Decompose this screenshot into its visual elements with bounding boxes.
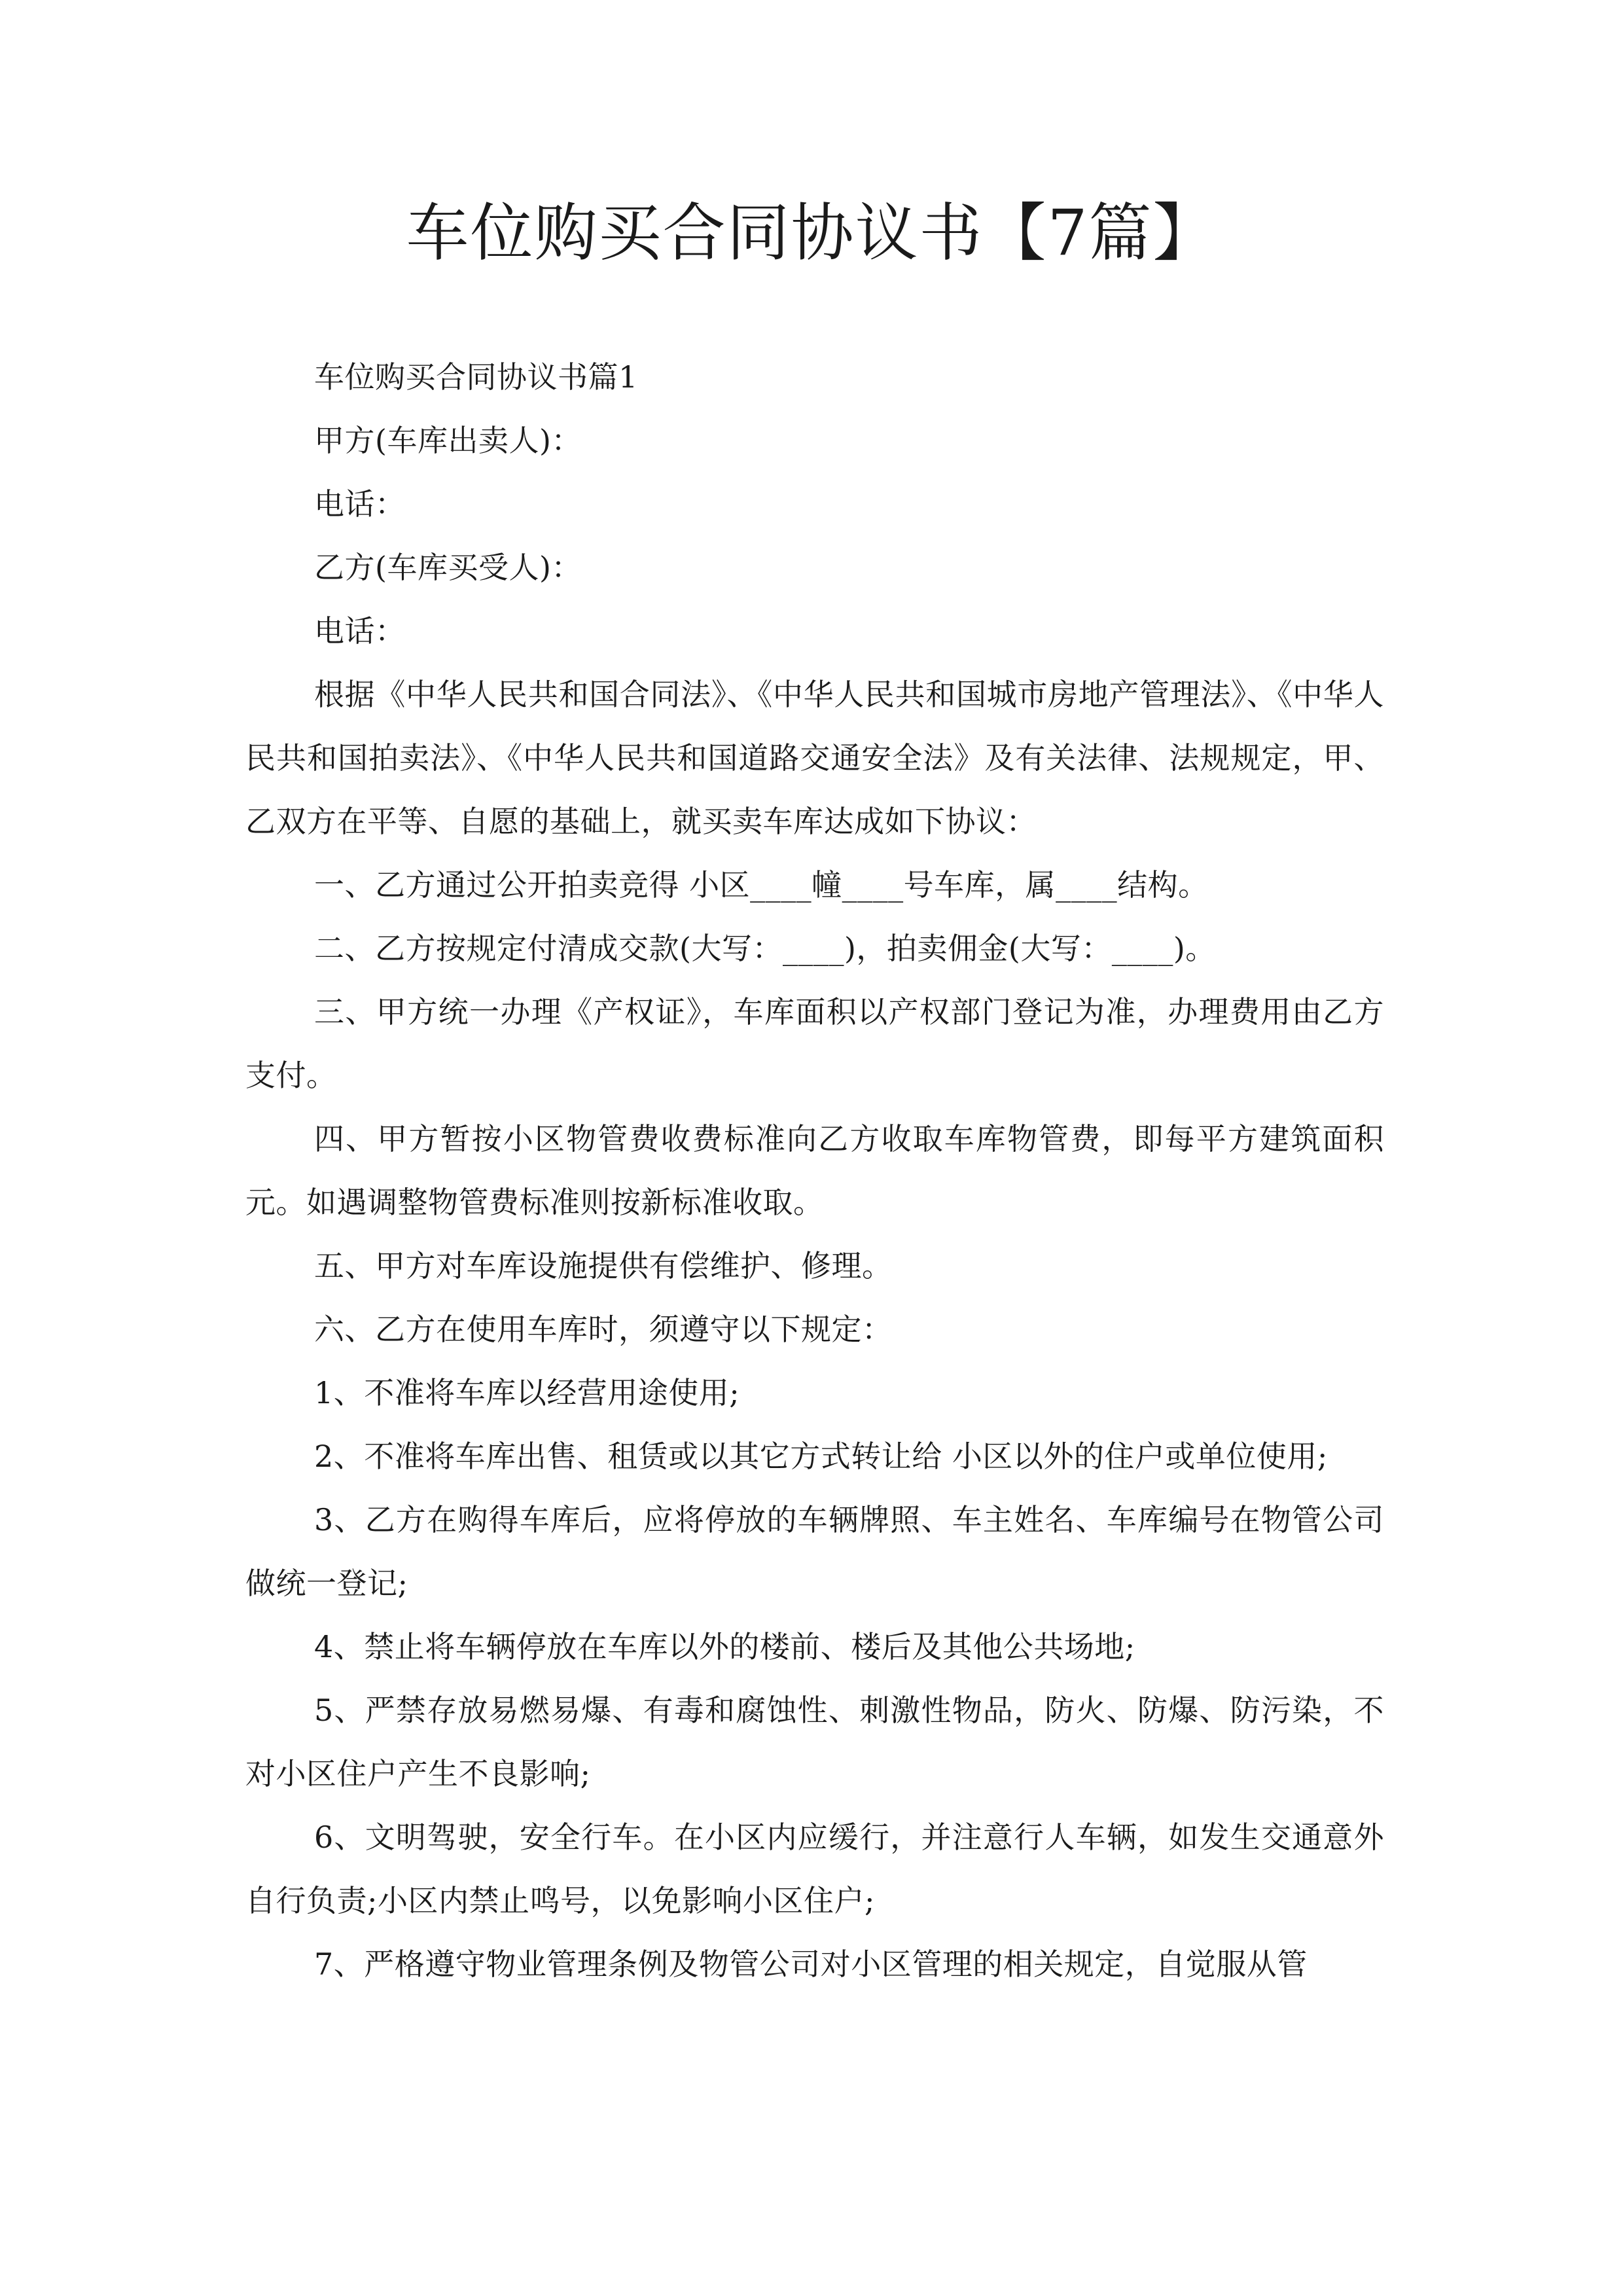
clause-6: 六、乙方在使用车库时，须遵守以下规定： xyxy=(314,1312,893,1347)
clause-2: 二、乙方按规定付清成交款(大写：____)，拍卖佣金(大写：____)。 xyxy=(314,931,1216,966)
document-body xyxy=(245,346,1384,1996)
clause-3: 三、甲方统一办理《产权证》，车库面积以产权部门登记为准，办理费用由乙方支付。 xyxy=(245,994,1384,1093)
party-b-phone-line: 电话： xyxy=(314,613,406,649)
party-b-line: 乙方(车库买受人)： xyxy=(314,550,582,585)
rule-7: 7、严格遵守物业管理条例及物管公司对小区管理的相关规定，自觉服从管 xyxy=(314,1946,1308,1982)
preamble-paragraph: 根据《中华人民共和国合同法》、《中华人民共和国城市房地产管理法》、《中华人民共和国拍卖法》、《中华人民共和国道路交通安全法》及有关法律、法规规定，甲、乙双方在平等、自愿的基础上，就买卖车库达成如下协议： xyxy=(245,677,1384,839)
clause-4: 四、甲方暂按小区物管费收费标准向乙方收取车库物管费，即每平方建筑面积 元。如遇调整物管费标准则按新标准收取。 xyxy=(245,1121,1384,1220)
rule-3: 3、乙方在购得车库后，应将停放的车辆牌照、车主姓名、车库编号在物管公司做统一登记; xyxy=(245,1502,1384,1601)
rule-6: 6、文明驾驶，安全行车。在小区内应缓行，并注意行人车辆，如发生交通意外自行负责;小区内禁止鸣号，以免影响小区住户; xyxy=(245,1820,1384,1918)
rule-5: 5、严禁存放易燃易爆、有毒和腐蚀性、刺激性物品，防火、防爆、防污染，不对小区住户产生不良影响; xyxy=(245,1693,1384,1791)
clause-1: 一、乙方通过公开拍卖竞得 小区____幢____号车库，属____结构。 xyxy=(314,867,1209,903)
rule-4: 4、禁止将车辆停放在车库以外的楼前、楼后及其他公共场地; xyxy=(314,1629,1135,1664)
rule-2: 2、不准将车库出售、租赁或以其它方式转让给 小区以外的住户或单位使用; xyxy=(314,1439,1328,1474)
document-title: 车位购买合同协议书【7篇】 xyxy=(406,196,1217,270)
party-a-line: 甲方(车库出卖人)： xyxy=(314,423,582,458)
clause-5: 五、甲方对车库设施提供有偿维护、修理。 xyxy=(314,1248,893,1283)
section-heading: 车位购买合同协议书篇1 xyxy=(314,359,638,395)
party-a-phone-line: 电话： xyxy=(314,486,406,522)
rule-1: 1、不准将车库以经营用途使用; xyxy=(314,1375,740,1410)
